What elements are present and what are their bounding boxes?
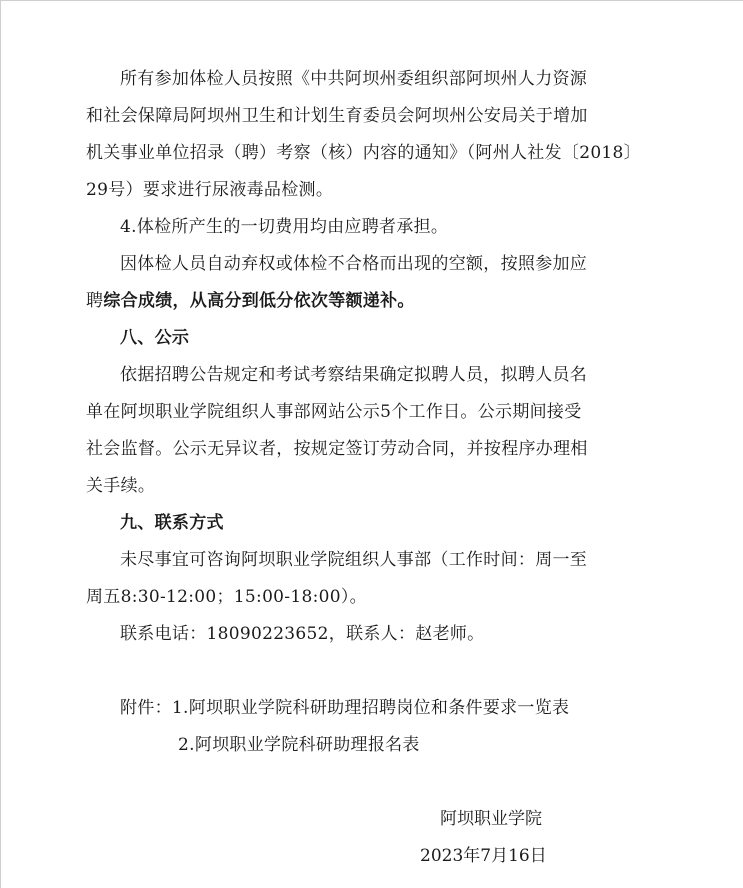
paragraph-text: 聘 <box>86 291 104 311</box>
contact-phone: 联系电话：18090223652，联系人：赵老师。 <box>120 624 485 644</box>
paragraph-line: 单在阿坝职业学院组织人事部网站公示5个工作日。公示期间接受 <box>86 402 582 422</box>
attachment-line-1 <box>120 697 720 719</box>
paragraph-line: 周五8:30-12:00；15:00-18:00）。 <box>86 587 367 607</box>
section-heading-public-notice: 八、公示 <box>120 328 190 348</box>
signature-org: 阿坝职业学院 <box>440 809 542 829</box>
attachment-item: 1.阿坝职业学院科研助理招聘岗位和条件要求一览表 <box>171 698 570 718</box>
paragraph-line: 因体检人员自动弃权或体检不合格而出现的空额，按照参加应 <box>120 254 588 274</box>
paragraph-line: 所有参加体检人员按照《中共阿坝州委组织部阿坝州人力资源 <box>120 69 588 89</box>
paragraph-line: 社会监督。公示无异议者，按规定签订劳动合同，并按程序办理相 <box>86 439 588 459</box>
paragraph-line: 29号）要求进行尿液毒品检测。 <box>86 180 334 200</box>
bold-text: 综合成绩，从高分到低分依次等额递补。 <box>103 291 415 311</box>
page-border-top <box>0 0 743 1</box>
paragraph-line: 关手续。 <box>86 476 156 496</box>
attachment-label: 附件： <box>120 698 172 718</box>
page-border-left <box>0 0 1 888</box>
section-heading-contact: 九、联系方式 <box>120 513 224 533</box>
attachment-item: 2.阿坝职业学院科研助理报名表 <box>178 735 420 755</box>
paragraph-line: 机关事业单位招录（聘）考察（核）内容的通知》（阿州人社发〔2018〕 <box>86 143 641 163</box>
paragraph-line: 未尽事宜可咨询阿坝职业学院组织人事部（工作时间：周一至 <box>120 550 588 570</box>
signature-date: 2023年7月16日 <box>420 846 547 866</box>
paragraph-line <box>86 290 686 312</box>
paragraph-line: 依据招聘公告规定和考试考察结果确定拟聘人员，拟聘人员名 <box>120 365 588 385</box>
list-item: 4.体检所产生的一切费用均由应聘者承担。 <box>120 217 449 237</box>
paragraph-line: 和社会保障局阿坝州卫生和计划生育委员会阿坝州公安局关于增加 <box>86 106 588 126</box>
